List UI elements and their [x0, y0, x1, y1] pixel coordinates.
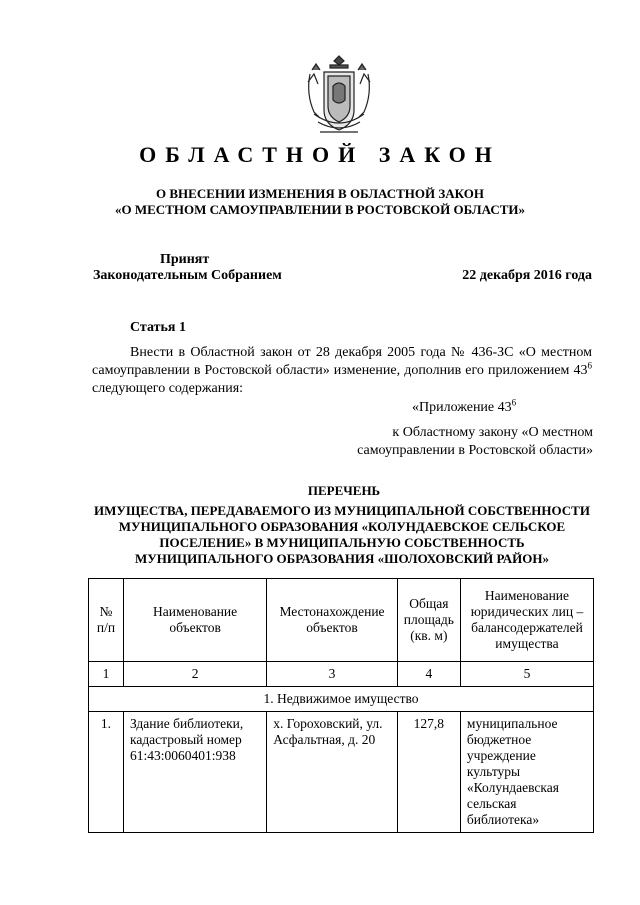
table-row [89, 712, 594, 833]
section-row [89, 687, 594, 712]
coat-of-arms-emblem [300, 52, 378, 142]
row-holder: муниципальное бюджетное учреждение культуры «Колундаевская сельская библиотека» [460, 712, 593, 833]
law-subtitle [0, 186, 640, 218]
subtitle-line-2: «О МЕСТНОМ САМОУПРАВЛЕНИИ В РОСТОВСКОЙ ОБЛАСТИ» [115, 202, 525, 217]
column-number: 1 [89, 662, 124, 687]
law-title: ОБЛАСТНОЙ ЗАКОН [139, 142, 501, 167]
row-name: Здание библиотеки, кадастровый номер 61:43:0060401:938 [123, 712, 266, 833]
adoption-date: 22 декабря 2016 года [462, 268, 592, 283]
column-number-row [89, 662, 594, 687]
row-number: 1. [89, 712, 124, 833]
adopted-label: Принят [160, 252, 210, 267]
row-area: 127,8 [397, 712, 460, 833]
subtitle-line-1: О ВНЕСЕНИИ ИЗМЕНЕНИЯ В ОБЛАСТНОЙ ЗАКОН [156, 186, 484, 201]
column-number: 5 [460, 662, 593, 687]
table-header-row [89, 579, 594, 662]
appendix-label [412, 397, 517, 416]
header-name: Наименование объектов [123, 579, 266, 662]
article-heading: Статья 1 [130, 320, 186, 335]
article-text-sup: 6 [587, 360, 592, 371]
header-holder: Наименование юридических лиц – балансодержателей имущества [460, 579, 593, 662]
row-location: х. Гороховский, ул. Асфальтная, д. 20 [267, 712, 398, 833]
appendix-label-sup: 6 [511, 397, 517, 408]
header-area: Общая площадь (кв. м) [397, 579, 460, 662]
appendix-reference: к Областному закону «О местном самоуправлении в Ростовской области» [357, 425, 593, 458]
list-subtitle: ИМУЩЕСТВА, ПЕРЕДАВАЕМОГО ИЗ МУНИЦИПАЛЬНОЙ СОБСТВЕННОСТИ МУНИЦИПАЛЬНОГО ОБРАЗОВАНИЯ «КОЛУНДАЕВСКОЕ СЕЛЬСКОЕ ПОСЕЛЕНИЕ» В МУНИЦИПАЛЬНУЮ СОБСТВЕННОСТЬ МУНИЦИПАЛЬНОГО ОБРАЗОВАНИЯ «ШОЛОХОВСКИЙ РАЙОН» [94, 503, 590, 566]
article-text-end: следующего содержания: [92, 381, 244, 396]
column-number: 4 [397, 662, 460, 687]
article-text [92, 344, 592, 398]
header-number: № п/п [89, 579, 124, 662]
header-location: Местонахождение объектов [267, 579, 398, 662]
appendix-label-text: «Приложение 43 [412, 400, 512, 415]
article-text-main: Внести в Областной закон от 28 декабря 2005 года № 436-ЗС «О местном самоуправлении в Ростовской области» изменение, дополнив его приложением 43 [92, 345, 592, 378]
column-number: 2 [123, 662, 266, 687]
column-number: 3 [267, 662, 398, 687]
adopted-by: Законодательным Собранием [93, 268, 282, 283]
section-title: 1. Недвижимое имущество [89, 687, 594, 712]
assets-table [88, 578, 594, 833]
list-title: ПЕРЕЧЕНЬ [307, 483, 381, 498]
